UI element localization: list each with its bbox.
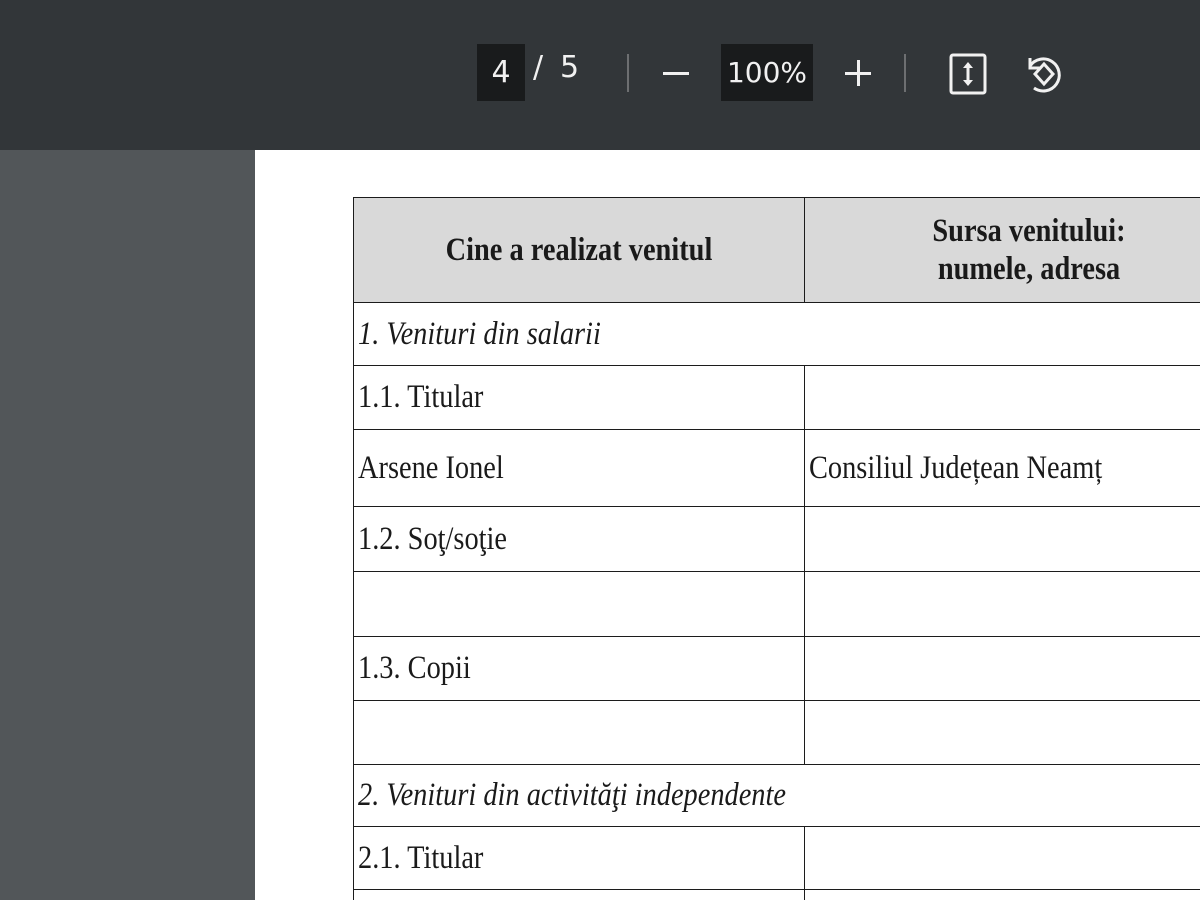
table-cell: [354, 701, 805, 765]
table-row: [354, 827, 1200, 890]
table-row: [354, 637, 1200, 701]
table-cell: 1.1. Titular: [354, 366, 805, 430]
table-row: [354, 701, 1200, 765]
table-cell: [805, 637, 1200, 701]
table-cell: [805, 701, 1200, 765]
document-viewer[interactable]: [0, 150, 1200, 900]
zoom-level-input[interactable]: 100%: [721, 44, 813, 101]
zoom-out-button[interactable]: [654, 50, 698, 96]
toolbar-divider: [904, 54, 906, 92]
section-title: 1. Venituri din salarii: [354, 303, 1200, 366]
toolbar-divider: [627, 54, 629, 92]
table-cell: [805, 507, 1200, 572]
total-pages: 5: [560, 50, 580, 85]
header-income-owner: Cine a realizat venitul: [354, 198, 805, 303]
pdf-page: [255, 150, 1200, 900]
table-row: [354, 572, 1200, 637]
table-cell: Consiliul Județean Neamț: [805, 430, 1200, 507]
zoom-in-button[interactable]: [836, 50, 880, 96]
section-title: 2. Venituri din activităţi independente: [354, 765, 1200, 827]
table-cell: 1.3. Copii: [354, 637, 805, 701]
table-cell: 1.2. Soţ/soţie: [354, 507, 805, 572]
table-cell: 2.1. Titular: [354, 827, 805, 890]
section-row: [354, 303, 1200, 366]
page-separator: /: [533, 50, 544, 85]
table-cell: [805, 572, 1200, 637]
header-income-source: Sursa venitului: numele, adresa: [805, 198, 1200, 303]
income-table: [353, 197, 1200, 900]
page-number-input[interactable]: 4: [477, 44, 525, 101]
section-row: [354, 765, 1200, 827]
rotate-icon[interactable]: [1020, 52, 1064, 96]
table-cell: [805, 890, 1200, 900]
table-cell: Arsene Ionel: [354, 430, 805, 507]
table-row: [354, 366, 1200, 430]
table-row: [354, 890, 1200, 900]
table-cell: [805, 827, 1200, 890]
table-row: [354, 430, 1200, 507]
fit-to-page-icon[interactable]: [946, 52, 990, 96]
table-header-row: [354, 198, 1200, 303]
table-cell: [354, 890, 805, 900]
table-cell: [805, 366, 1200, 430]
table-cell: [354, 572, 805, 637]
pdf-toolbar: [0, 0, 1200, 150]
table-row: [354, 507, 1200, 572]
